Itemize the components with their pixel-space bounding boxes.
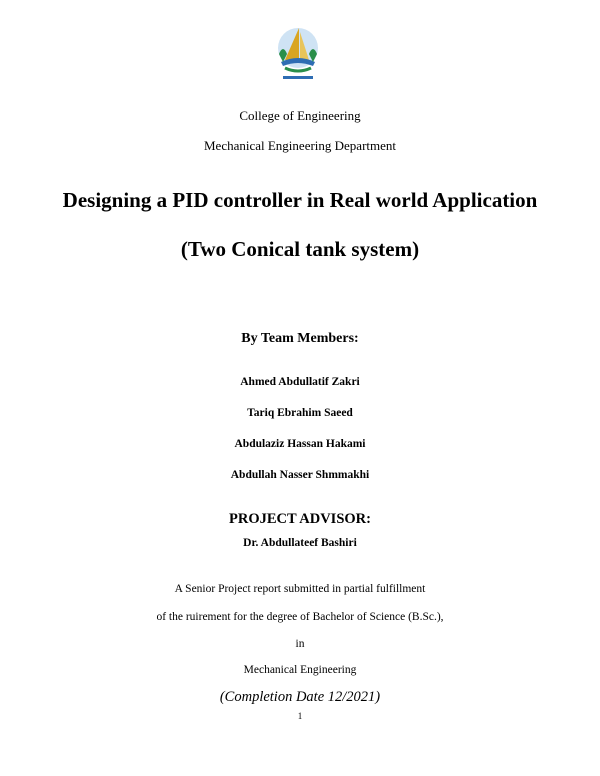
advisor-name: Dr. Abdullateef Bashiri bbox=[243, 537, 357, 549]
completion-date: (Completion Date 12/2021) bbox=[219, 689, 381, 705]
university-logo-icon bbox=[273, 24, 323, 84]
statement-line: in bbox=[295, 638, 305, 650]
team-member: Tariq Ebrahim Saeed bbox=[247, 407, 353, 419]
team-member: Ahmed Abdullatif Zakri bbox=[240, 376, 360, 388]
team-member: Abdulaziz Hassan Hakami bbox=[234, 438, 366, 450]
page-number: 1 bbox=[297, 711, 303, 721]
report-title: Designing a PID controller in Real world Application bbox=[62, 188, 538, 212]
statement-line: of the ruirement for the degree of Bachelor of Science (B.Sc.), bbox=[156, 611, 444, 623]
department-name: Mechanical Engineering Department bbox=[203, 138, 397, 153]
statement-line: A Senior Project report submitted in partial fulfillment bbox=[174, 583, 426, 595]
advisor-heading: PROJECT ADVISOR: bbox=[229, 511, 371, 527]
college-name: College of Engineering bbox=[239, 108, 361, 123]
statement-line: Mechanical Engineering bbox=[243, 664, 357, 676]
team-member: Abdullah Nasser Shmmakhi bbox=[230, 469, 370, 481]
team-heading: By Team Members: bbox=[241, 331, 359, 346]
report-subtitle: (Two Conical tank system) bbox=[180, 237, 420, 261]
